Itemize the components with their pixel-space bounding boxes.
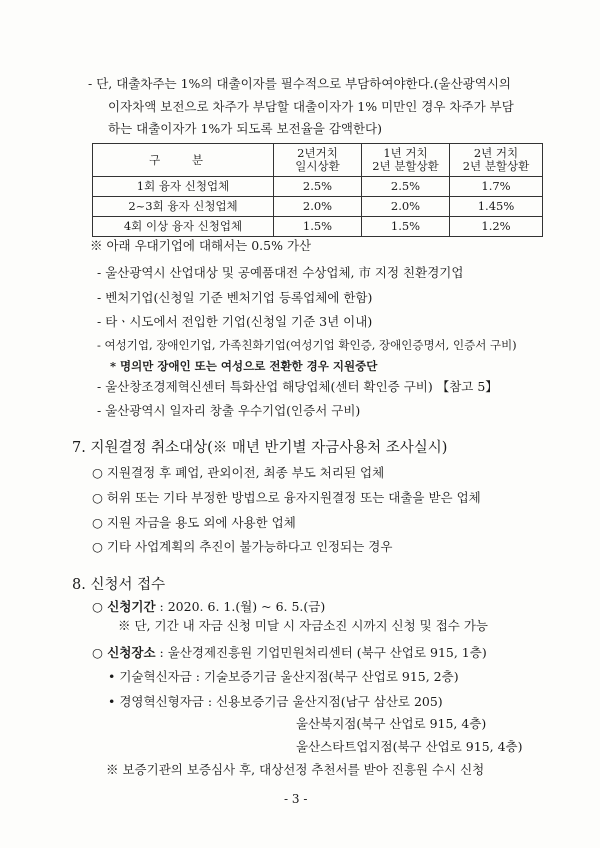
- table-header-cell: 2년 거치 2년 분할상환: [450, 144, 543, 177]
- application-final-note: ※ 보증기관의 보증심사 후, 대상선정 추천서를 받아 진흥원 수시 신청: [106, 762, 485, 777]
- preferred-note: ※ 아래 우대기업에 대해서는 0.5% 가산: [90, 238, 312, 253]
- management-fund-location: • 경영혁신형자금 : 신용보증기금 울산지점(남구 삼산로 205): [108, 694, 443, 709]
- section-7-item: ○ 지원결정 후 폐업, 관외이전, 최종 부도 처리된 업체: [92, 465, 385, 480]
- tech-fund-location: • 기술혁신자금 : 기술보증기금 울산지점(북구 산업로 915, 2층): [108, 669, 459, 684]
- table-cell: 1.45%: [450, 197, 543, 217]
- management-fund-branch: 울산스타트업지점(북구 산업로 915, 4층): [296, 739, 523, 754]
- section-7-item: ○ 지원 자금을 용도 외에 사용한 업체: [92, 515, 296, 530]
- interest-support-table: [92, 143, 543, 237]
- table-cell: 2.0%: [274, 197, 362, 217]
- intro-line-2: 이자차액 보전으로 차주가 부담할 대출이자가 1% 미만인 경우 차주가 부담: [108, 99, 514, 114]
- preferred-item: - 울산광역시 산업대상 및 공예품대전 수상업체, 市 지정 친환경기업: [97, 265, 464, 280]
- table-header-cell: 1년 거치 2년 분할상환: [362, 144, 450, 177]
- application-place-label: ○ 신청장소: [92, 645, 156, 660]
- table-header-cell: 구 분: [93, 144, 274, 177]
- intro-line-3: 하는 대출이자가 1%가 되도록 보전율을 감액한다): [108, 121, 382, 136]
- preferred-item: - 벤처기업(신청일 기준 벤처기업 등록업체에 한함): [97, 290, 373, 305]
- table-cell: 4회 이상 융자 신청업체: [93, 217, 274, 237]
- preferred-item: - 여성기업, 장애인기업, 가족친화기업(여성기업 확인증, 장애인증명서, 인증서 구비): [97, 338, 517, 352]
- table-cell: 1.5%: [274, 217, 362, 237]
- table-row: [93, 177, 543, 197]
- section-8-title: 8. 신청서 접수: [72, 577, 166, 593]
- section-7-title: 7. 지원결정 취소대상(※ 매년 반기별 자금사용처 조사실시): [72, 440, 448, 456]
- table-cell: 1.5%: [362, 217, 450, 237]
- management-fund-branch: 울산북지점(북구 산업로 915, 4층): [296, 716, 487, 731]
- preferred-item: - 울산광역시 일자리 창출 우수기업(인증서 구비): [97, 403, 361, 418]
- application-place: [92, 643, 487, 663]
- table-cell: 2.0%: [362, 197, 450, 217]
- table-cell: 2~3회 융자 신청업체: [93, 197, 274, 217]
- table-header-cell: 2년거치 일시상환: [274, 144, 362, 177]
- table-cell: 2.5%: [274, 177, 362, 197]
- application-period: [92, 597, 325, 617]
- application-period-label: ○ 신청기간: [92, 599, 156, 614]
- table-header-row: [93, 144, 543, 177]
- application-place-value: : 울산경제진흥원 기업민원처리센터 (북구 산업로 915, 1층): [159, 645, 487, 660]
- application-period-note: ※ 단, 기간 내 자금 신청 미달 시 자금소진 시까지 신청 및 접수 가능: [118, 618, 489, 633]
- table-cell: 1.7%: [450, 177, 543, 197]
- section-7-item: ○ 허위 또는 기타 부정한 방법으로 융자지원결정 또는 대출을 받은 업체: [92, 490, 481, 505]
- preferred-item: - 울산창조경제혁신센터 특화산업 해당업체(센터 확인증 구비) 【참고 5】: [97, 379, 498, 394]
- table-cell: 1.2%: [450, 217, 543, 237]
- section-7-item: ○ 기타 사업계획의 추진이 불가능하다고 인정되는 경우: [92, 539, 393, 554]
- intro-line-1: - 단, 대출차주는 1%의 대출이자를 필수적으로 부담하여야한다.(울산광역시의: [88, 76, 511, 91]
- table-cell: 2.5%: [362, 177, 450, 197]
- page-number: - 3 -: [284, 792, 308, 806]
- preferred-item: - 타ㆍ시도에서 전입한 기업(신청일 기준 3년 이내): [97, 314, 373, 329]
- table-row: [93, 197, 543, 217]
- application-period-value: : 2020. 6. 1.(월) ~ 6. 5.(금): [159, 599, 326, 614]
- table-cell: 1회 융자 신청업체: [93, 177, 274, 197]
- preferred-warning: * 명의만 장애인 또는 여성으로 전환한 경우 지원중단: [110, 359, 378, 373]
- table-row: [93, 217, 543, 237]
